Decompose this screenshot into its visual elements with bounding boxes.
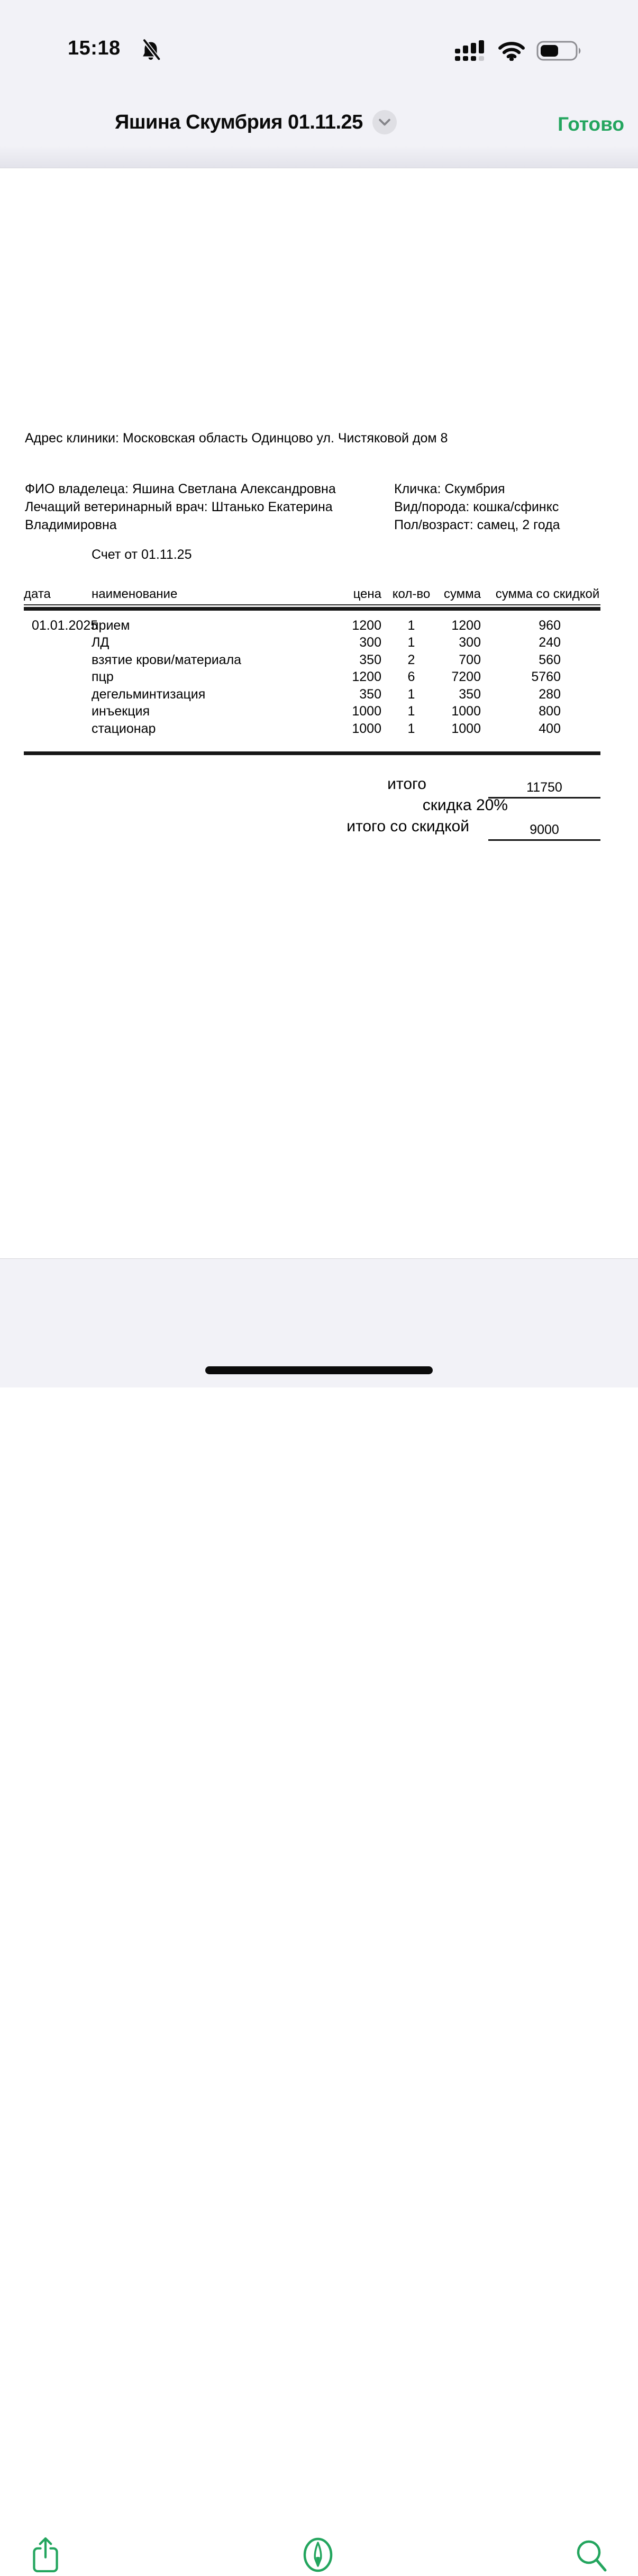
cellular-signal-icon — [454, 40, 487, 64]
cell-price: 1000 — [352, 721, 381, 736]
table-body — [24, 617, 600, 738]
cell-discount-sum: 5760 — [531, 669, 561, 685]
cell-name: прием — [92, 618, 130, 633]
share-button[interactable] — [30, 2535, 61, 2576]
cell-name: ЛД — [92, 635, 110, 650]
cell-discount-sum: 400 — [539, 721, 561, 736]
cell-qty: 6 — [407, 669, 415, 685]
cell-discount-sum: 960 — [539, 618, 561, 633]
cell-name: пцр — [92, 669, 114, 685]
cell-price: 350 — [359, 652, 381, 667]
wifi-icon — [498, 41, 525, 64]
invoice-table — [24, 587, 600, 738]
discount-label: скидка 20% — [422, 796, 508, 814]
done-button[interactable]: Готово — [558, 113, 624, 135]
cell-discount-sum: 240 — [539, 635, 561, 650]
top-chrome — [0, 0, 638, 168]
cell-name: стационар — [92, 721, 156, 736]
cell-date: 01.01.2025 — [32, 618, 98, 633]
cell-name: инъекция — [92, 704, 150, 719]
cell-discount-sum: 560 — [539, 652, 561, 667]
cell-sum: 1000 — [451, 704, 481, 719]
chevron-down-icon — [379, 119, 390, 126]
document-title: Яшина Скумбрия 01.11.25 — [115, 111, 363, 133]
cell-price: 1200 — [352, 669, 381, 685]
table-row — [24, 720, 600, 738]
cell-discount-sum: 280 — [539, 686, 561, 702]
cell-qty: 2 — [407, 652, 415, 667]
clinic-address: Адрес клиники: Московская область Одинцово ул. Чистяковой дом 8 — [25, 431, 448, 446]
cell-price: 1000 — [352, 704, 381, 719]
invoice-title: Счет от 01.11.25 — [92, 547, 192, 562]
notifications-muted-bell-icon — [139, 39, 162, 65]
total-label: итого — [387, 775, 426, 793]
cell-sum: 1000 — [451, 721, 481, 736]
table-row — [24, 703, 600, 721]
search-button[interactable] — [573, 2537, 609, 2576]
table-row — [24, 634, 600, 652]
header-divider — [24, 607, 600, 611]
pet-breed: Вид/порода: кошка/сфинкс — [394, 500, 559, 514]
doctor-name: Лечащий ветеринарный врач: Штанько Екатерина Владимировна — [25, 500, 333, 532]
title-menu-button[interactable] — [372, 110, 397, 134]
col-header-price: цена — [353, 587, 381, 601]
table-header-row — [24, 587, 600, 605]
col-header-date: дата — [24, 587, 51, 601]
markup-pen-icon — [299, 2568, 336, 2576]
battery-icon — [536, 41, 583, 64]
cell-qty: 1 — [407, 635, 415, 650]
cell-qty: 1 — [407, 618, 415, 633]
cell-qty: 1 — [407, 721, 415, 736]
pet-sex-age: Пол/возраст: самец, 2 года — [394, 518, 560, 532]
table-row — [24, 686, 600, 703]
col-header-sum: сумма — [443, 587, 481, 601]
document-title-menu[interactable] — [115, 110, 397, 134]
total-value: 11750 — [488, 776, 600, 799]
col-header-name: наименование — [92, 587, 178, 601]
cell-sum: 350 — [459, 686, 481, 702]
cell-qty: 1 — [407, 704, 415, 719]
cell-sum: 7200 — [451, 669, 481, 685]
final-total-label: итого со скидкой — [347, 818, 469, 835]
cell-name: взятие крови/материала — [92, 652, 242, 667]
table-row — [24, 669, 600, 686]
cell-price: 350 — [359, 686, 381, 702]
status-time: 15:18 — [68, 37, 121, 59]
share-icon — [30, 2568, 61, 2576]
cell-name: дегельминтизация — [92, 686, 206, 702]
markup-button[interactable] — [299, 2535, 336, 2576]
cell-discount-sum: 800 — [539, 704, 561, 719]
home-indicator[interactable] — [205, 1366, 433, 1374]
cell-price: 1200 — [352, 618, 381, 633]
pet-name: Кличка: Скумбрия — [394, 482, 505, 496]
cell-sum: 700 — [459, 652, 481, 667]
col-header-qty: кол-во — [392, 587, 431, 601]
final-total-value: 9000 — [488, 819, 600, 841]
document-page — [0, 169, 638, 1258]
table-row — [24, 651, 600, 669]
cell-sum: 1200 — [451, 618, 481, 633]
cell-qty: 1 — [407, 686, 415, 702]
col-header-discount-sum: сумма со скидкой — [495, 587, 600, 601]
cell-price: 300 — [359, 635, 381, 650]
table-row — [24, 617, 600, 634]
owner-name: ФИО владелеца: Яшина Светлана Александровна — [25, 482, 336, 496]
cell-sum: 300 — [459, 635, 481, 650]
table-bottom-divider — [24, 751, 600, 755]
search-icon — [573, 2568, 609, 2576]
